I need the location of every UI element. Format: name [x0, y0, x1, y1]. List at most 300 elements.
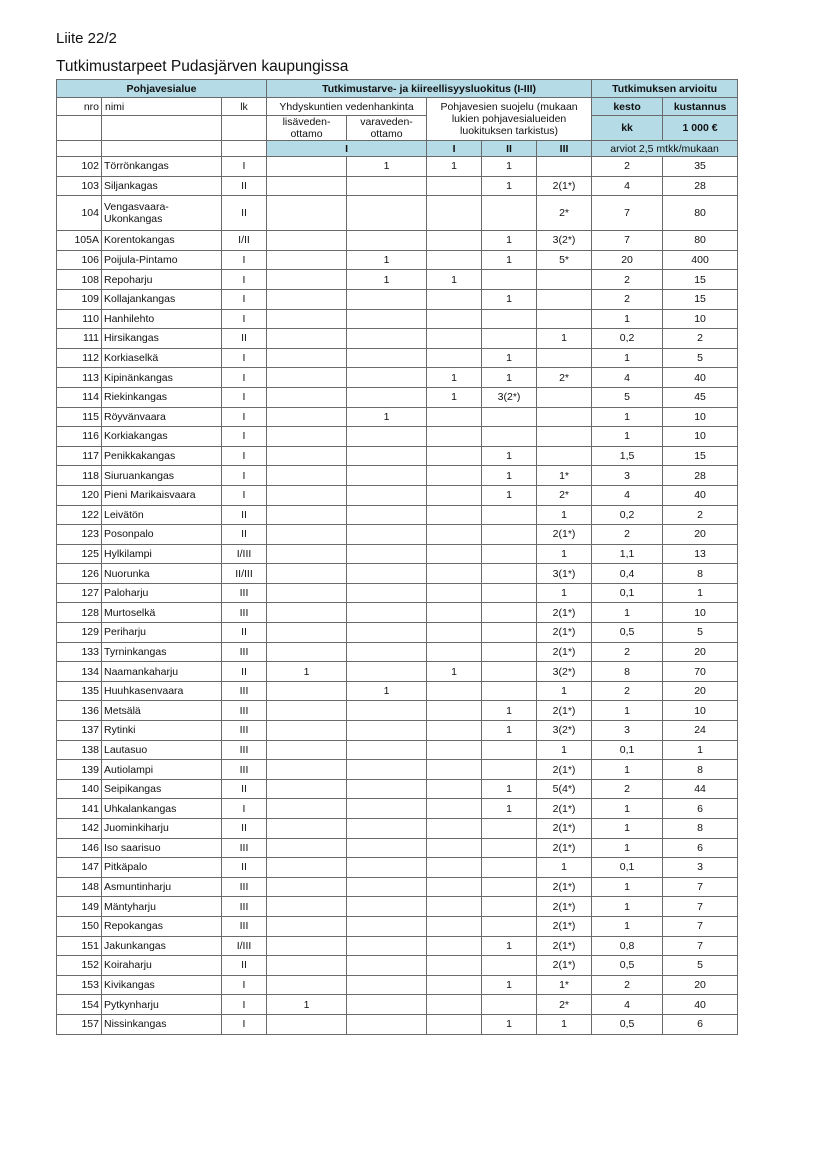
table-row [57, 466, 738, 486]
cell-nimi: Kipinänkangas [102, 368, 222, 388]
cell-lisa [267, 642, 347, 662]
table-row [57, 897, 738, 917]
cell-eur: 5 [663, 348, 738, 368]
cell-kk: 0,5 [592, 1014, 663, 1034]
cell-eur: 15 [663, 446, 738, 466]
header-tutkimustarve: Tutkimustarve- ja kiireellisyysluokitus (I-III) [267, 80, 592, 98]
cell-vara [347, 289, 427, 309]
cell-lisa [267, 348, 347, 368]
cell-lisa [267, 289, 347, 309]
cell-lk: III [222, 916, 267, 936]
table-row [57, 289, 738, 309]
cell-lk: I [222, 975, 267, 995]
cell-ii: 1 [482, 799, 537, 819]
cell-i [427, 975, 482, 995]
cell-ii: 1 [482, 250, 537, 270]
cell-lk: III [222, 642, 267, 662]
cell-eur: 20 [663, 642, 738, 662]
cell-nro: 104 [57, 196, 102, 231]
cell-iii: 1 [537, 544, 592, 564]
cell-eur: 13 [663, 544, 738, 564]
cell-ii: 1 [482, 289, 537, 309]
cell-kk: 0,1 [592, 740, 663, 760]
cell-lisa [267, 936, 347, 956]
cell-nro: 152 [57, 956, 102, 976]
cell-eur: 20 [663, 525, 738, 545]
cell-lk: II [222, 525, 267, 545]
cell-eur: 10 [663, 309, 738, 329]
cell-eur: 8 [663, 564, 738, 584]
cell-nro: 122 [57, 505, 102, 525]
cell-eur: 80 [663, 231, 738, 251]
research-needs-table [56, 79, 738, 1035]
cell-ii [482, 916, 537, 936]
cell-i [427, 603, 482, 623]
cell-eur: 7 [663, 897, 738, 917]
cell-eur: 7 [663, 936, 738, 956]
cell-lisa [267, 329, 347, 349]
cell-i [427, 250, 482, 270]
cell-vara [347, 779, 427, 799]
cell-nimi: Poijula-Pintamo [102, 250, 222, 270]
cell-vara [347, 544, 427, 564]
cell-vara: 1 [347, 250, 427, 270]
cell-nimi: Autiolampi [102, 760, 222, 780]
cell-lisa [267, 544, 347, 564]
header-lk: lk [222, 98, 267, 116]
cell-vara [347, 387, 427, 407]
cell-nro: 135 [57, 681, 102, 701]
cell-lk: I [222, 446, 267, 466]
cell-nro: 113 [57, 368, 102, 388]
table-row [57, 544, 738, 564]
cell-nimi: Pieni Marikaisvaara [102, 485, 222, 505]
cell-nro: 150 [57, 916, 102, 936]
cell-i [427, 897, 482, 917]
cell-vara [347, 505, 427, 525]
table-row [57, 603, 738, 623]
cell-i [427, 779, 482, 799]
cell-ii: 3(2*) [482, 387, 537, 407]
cell-nimi: Koiraharju [102, 956, 222, 976]
cell-lisa [267, 564, 347, 584]
attachment-label: Liite 22/2 [56, 30, 117, 47]
cell-lisa [267, 231, 347, 251]
cell-nimi: Pitkäpalo [102, 858, 222, 878]
cell-vara [347, 995, 427, 1015]
cell-iii [537, 270, 592, 290]
cell-vara [347, 466, 427, 486]
cell-lk: II [222, 779, 267, 799]
cell-kk: 1 [592, 348, 663, 368]
class-i-supply: I [267, 141, 427, 157]
cell-eur: 10 [663, 427, 738, 447]
class-blank-nimi [102, 141, 222, 157]
cell-vara [347, 603, 427, 623]
cell-lk: III [222, 877, 267, 897]
cell-kk: 2 [592, 289, 663, 309]
cell-nro: 149 [57, 897, 102, 917]
cell-lk: III [222, 721, 267, 741]
table-row [57, 231, 738, 251]
cell-eur: 400 [663, 250, 738, 270]
cell-i [427, 525, 482, 545]
cell-nro: 109 [57, 289, 102, 309]
cell-kk: 0,4 [592, 564, 663, 584]
cell-i [427, 995, 482, 1015]
cell-kk: 0,2 [592, 505, 663, 525]
table-row [57, 623, 738, 643]
cell-ii [482, 819, 537, 839]
cell-ii: 1 [482, 368, 537, 388]
cell-nimi: Rytinki [102, 721, 222, 741]
cell-i [427, 309, 482, 329]
cell-vara [347, 196, 427, 231]
cell-nimi: Repoharju [102, 270, 222, 290]
cell-eur: 28 [663, 466, 738, 486]
cell-iii: 2* [537, 995, 592, 1015]
cell-i [427, 583, 482, 603]
cell-nimi: Kivikangas [102, 975, 222, 995]
cell-nro: 128 [57, 603, 102, 623]
cell-kk: 4 [592, 995, 663, 1015]
cell-lk: I [222, 250, 267, 270]
cell-iii: 1 [537, 681, 592, 701]
class-i-protection: I [427, 141, 482, 157]
cell-vara [347, 897, 427, 917]
cell-iii: 5(4*) [537, 779, 592, 799]
cell-i [427, 858, 482, 878]
table-row [57, 525, 738, 545]
cell-eur: 20 [663, 975, 738, 995]
table-row [57, 662, 738, 682]
cell-vara [347, 485, 427, 505]
cell-i [427, 623, 482, 643]
cell-lisa [267, 916, 347, 936]
cell-iii [537, 446, 592, 466]
cell-ii: 1 [482, 231, 537, 251]
cell-lisa [267, 525, 347, 545]
header-blank-nro [57, 116, 102, 141]
cell-lk: III [222, 583, 267, 603]
cell-nro: 153 [57, 975, 102, 995]
cell-nro: 154 [57, 995, 102, 1015]
cell-vara: 1 [347, 157, 427, 177]
cell-kk: 7 [592, 231, 663, 251]
page-title: Tutkimustarpeet Pudasjärven kaupungissa [56, 58, 349, 75]
cell-nimi: Posonpalo [102, 525, 222, 545]
table-row [57, 250, 738, 270]
cell-kk: 1 [592, 407, 663, 427]
table-row [57, 681, 738, 701]
cell-kk: 0,5 [592, 956, 663, 976]
header-nro: nro [57, 98, 102, 116]
cell-lisa [267, 176, 347, 196]
cell-nimi: Repokangas [102, 916, 222, 936]
cell-kk: 2 [592, 681, 663, 701]
cell-nro: 115 [57, 407, 102, 427]
cell-lk: I [222, 427, 267, 447]
cell-vara [347, 877, 427, 897]
cell-nimi: Paloharju [102, 583, 222, 603]
cell-nro: 157 [57, 1014, 102, 1034]
cell-ii: 1 [482, 1014, 537, 1034]
cell-nro: 148 [57, 877, 102, 897]
cell-ii [482, 760, 537, 780]
cell-lisa [267, 799, 347, 819]
cell-iii: 2(1*) [537, 838, 592, 858]
cell-i [427, 956, 482, 976]
cell-nimi: Mäntyharju [102, 897, 222, 917]
cell-vara: 1 [347, 270, 427, 290]
cell-lk: I [222, 157, 267, 177]
cell-iii: 1 [537, 329, 592, 349]
cell-lk: I [222, 799, 267, 819]
cell-i [427, 819, 482, 839]
header-nimi: nimi [102, 98, 222, 116]
cell-ii: 1 [482, 157, 537, 177]
cell-i [427, 446, 482, 466]
cell-iii: 1 [537, 583, 592, 603]
cell-vara [347, 1014, 427, 1034]
cell-iii: 2(1*) [537, 819, 592, 839]
cell-iii: 2(1*) [537, 176, 592, 196]
cell-lk: III [222, 760, 267, 780]
cell-kk: 2 [592, 975, 663, 995]
cell-nro: 108 [57, 270, 102, 290]
cell-nimi: Hanhilehto [102, 309, 222, 329]
table-row [57, 975, 738, 995]
table-row [57, 916, 738, 936]
cell-i [427, 564, 482, 584]
cell-lisa [267, 466, 347, 486]
cell-ii: 1 [482, 975, 537, 995]
cell-lisa [267, 583, 347, 603]
cell-eur: 35 [663, 157, 738, 177]
cell-kk: 4 [592, 176, 663, 196]
cell-i [427, 916, 482, 936]
cell-eur: 10 [663, 603, 738, 623]
cell-vara [347, 329, 427, 349]
cell-ii [482, 662, 537, 682]
cell-i [427, 760, 482, 780]
cell-ii [482, 956, 537, 976]
header-tutkimuksen-arvioitu: Tutkimuksen arvioitu [592, 80, 738, 98]
cell-i [427, 176, 482, 196]
cell-nimi: Korkiaselkä [102, 348, 222, 368]
cell-lk: I [222, 348, 267, 368]
cell-vara [347, 176, 427, 196]
cell-iii: 1* [537, 466, 592, 486]
cell-i [427, 231, 482, 251]
cell-i [427, 721, 482, 741]
cell-nro: 141 [57, 799, 102, 819]
cell-lk: II [222, 858, 267, 878]
table-row [57, 196, 738, 231]
cell-eur: 8 [663, 760, 738, 780]
cell-nro: 114 [57, 387, 102, 407]
cell-i [427, 799, 482, 819]
cell-nimi: Nissinkangas [102, 1014, 222, 1034]
cell-lisa [267, 407, 347, 427]
cell-vara [347, 721, 427, 741]
cell-lisa [267, 387, 347, 407]
table-row [57, 956, 738, 976]
cell-kk: 3 [592, 466, 663, 486]
cell-kk: 7 [592, 196, 663, 231]
cell-lk: I [222, 387, 267, 407]
cell-nro: 125 [57, 544, 102, 564]
header-kk: kk [592, 116, 663, 141]
cell-lk: I [222, 368, 267, 388]
table-row [57, 995, 738, 1015]
cell-lisa [267, 485, 347, 505]
header-varavedenottamo: varaveden- ottamo [347, 116, 427, 141]
cell-lk: II [222, 956, 267, 976]
cell-i: 1 [427, 662, 482, 682]
cell-iii: 1 [537, 858, 592, 878]
cell-eur: 2 [663, 329, 738, 349]
cell-iii: 3(1*) [537, 564, 592, 584]
cell-lk: II [222, 662, 267, 682]
cell-lk: III [222, 701, 267, 721]
cell-nro: 127 [57, 583, 102, 603]
cell-lisa [267, 779, 347, 799]
cell-lk: III [222, 603, 267, 623]
cell-iii: 2(1*) [537, 877, 592, 897]
header-kustannus: kustannus [663, 98, 738, 116]
cell-i [427, 1014, 482, 1034]
cell-nro: 112 [57, 348, 102, 368]
cell-lk: II [222, 329, 267, 349]
cell-eur: 2 [663, 505, 738, 525]
table-row [57, 936, 738, 956]
cell-lisa [267, 721, 347, 741]
cell-eur: 10 [663, 701, 738, 721]
cell-nimi: Riekinkangas [102, 387, 222, 407]
cell-vara [347, 838, 427, 858]
cell-lisa [267, 309, 347, 329]
cell-i: 1 [427, 157, 482, 177]
cell-iii: 3(2*) [537, 721, 592, 741]
cell-lk: I [222, 485, 267, 505]
cell-kk: 2 [592, 642, 663, 662]
cell-iii: 2(1*) [537, 701, 592, 721]
cell-ii [482, 740, 537, 760]
table-row [57, 157, 738, 177]
cell-vara [347, 956, 427, 976]
table-row [57, 309, 738, 329]
cell-lisa [267, 975, 347, 995]
table-row [57, 740, 738, 760]
cell-iii [537, 348, 592, 368]
cell-lisa [267, 427, 347, 447]
cell-nro: 110 [57, 309, 102, 329]
cell-ii [482, 544, 537, 564]
cell-iii: 2(1*) [537, 799, 592, 819]
cell-nimi: Asmuntinharju [102, 877, 222, 897]
cell-kk: 1,1 [592, 544, 663, 564]
cell-kk: 4 [592, 485, 663, 505]
cell-lisa [267, 250, 347, 270]
header-kesto: kesto [592, 98, 663, 116]
cell-vara [347, 799, 427, 819]
cell-ii: 1 [482, 936, 537, 956]
cell-eur: 1 [663, 583, 738, 603]
cell-ii [482, 525, 537, 545]
cell-kk: 8 [592, 662, 663, 682]
cell-nimi: Uhkalankangas [102, 799, 222, 819]
cell-lk: I [222, 466, 267, 486]
cell-lisa [267, 270, 347, 290]
cell-ii [482, 329, 537, 349]
cell-i [427, 485, 482, 505]
cell-vara [347, 348, 427, 368]
cell-kk: 0,1 [592, 858, 663, 878]
cell-eur: 5 [663, 623, 738, 643]
cell-i [427, 936, 482, 956]
cell-nro: 133 [57, 642, 102, 662]
cell-nimi: Hylkilampi [102, 544, 222, 564]
table-row [57, 721, 738, 741]
cell-vara [347, 701, 427, 721]
cell-eur: 15 [663, 270, 738, 290]
cell-eur: 40 [663, 368, 738, 388]
cell-nimi: Periharju [102, 623, 222, 643]
cell-vara [347, 309, 427, 329]
cell-ii: 1 [482, 176, 537, 196]
cell-nro: 103 [57, 176, 102, 196]
cell-nro: 123 [57, 525, 102, 545]
cell-nro: 118 [57, 466, 102, 486]
cell-nro: 120 [57, 485, 102, 505]
cell-nimi: Tyrninkangas [102, 642, 222, 662]
cell-i [427, 877, 482, 897]
cell-nro: 137 [57, 721, 102, 741]
cell-nimi: Siuruankangas [102, 466, 222, 486]
cell-vara [347, 662, 427, 682]
cell-i [427, 196, 482, 231]
cell-kk: 1 [592, 897, 663, 917]
cell-lk: I/II [222, 231, 267, 251]
cell-lk: I/III [222, 544, 267, 564]
cell-lisa [267, 819, 347, 839]
cell-nro: 140 [57, 779, 102, 799]
cell-nimi: Hirsikangas [102, 329, 222, 349]
cell-kk: 1 [592, 819, 663, 839]
cell-eur: 8 [663, 819, 738, 839]
cell-i [427, 642, 482, 662]
cell-ii [482, 196, 537, 231]
cell-kk: 0,5 [592, 623, 663, 643]
cell-iii: 3(2*) [537, 662, 592, 682]
cell-iii: 5* [537, 250, 592, 270]
cell-nro: 136 [57, 701, 102, 721]
header-blank-lk [222, 116, 267, 141]
cell-lisa [267, 368, 347, 388]
table-row [57, 819, 738, 839]
cell-nimi: Kollajankangas [102, 289, 222, 309]
cell-i [427, 466, 482, 486]
class-blank-lk [222, 141, 267, 157]
cell-lisa [267, 740, 347, 760]
cell-vara [347, 740, 427, 760]
cell-kk: 1 [592, 760, 663, 780]
table-row [57, 368, 738, 388]
cell-lk: II/III [222, 564, 267, 584]
cell-vara [347, 583, 427, 603]
cell-vara [347, 525, 427, 545]
